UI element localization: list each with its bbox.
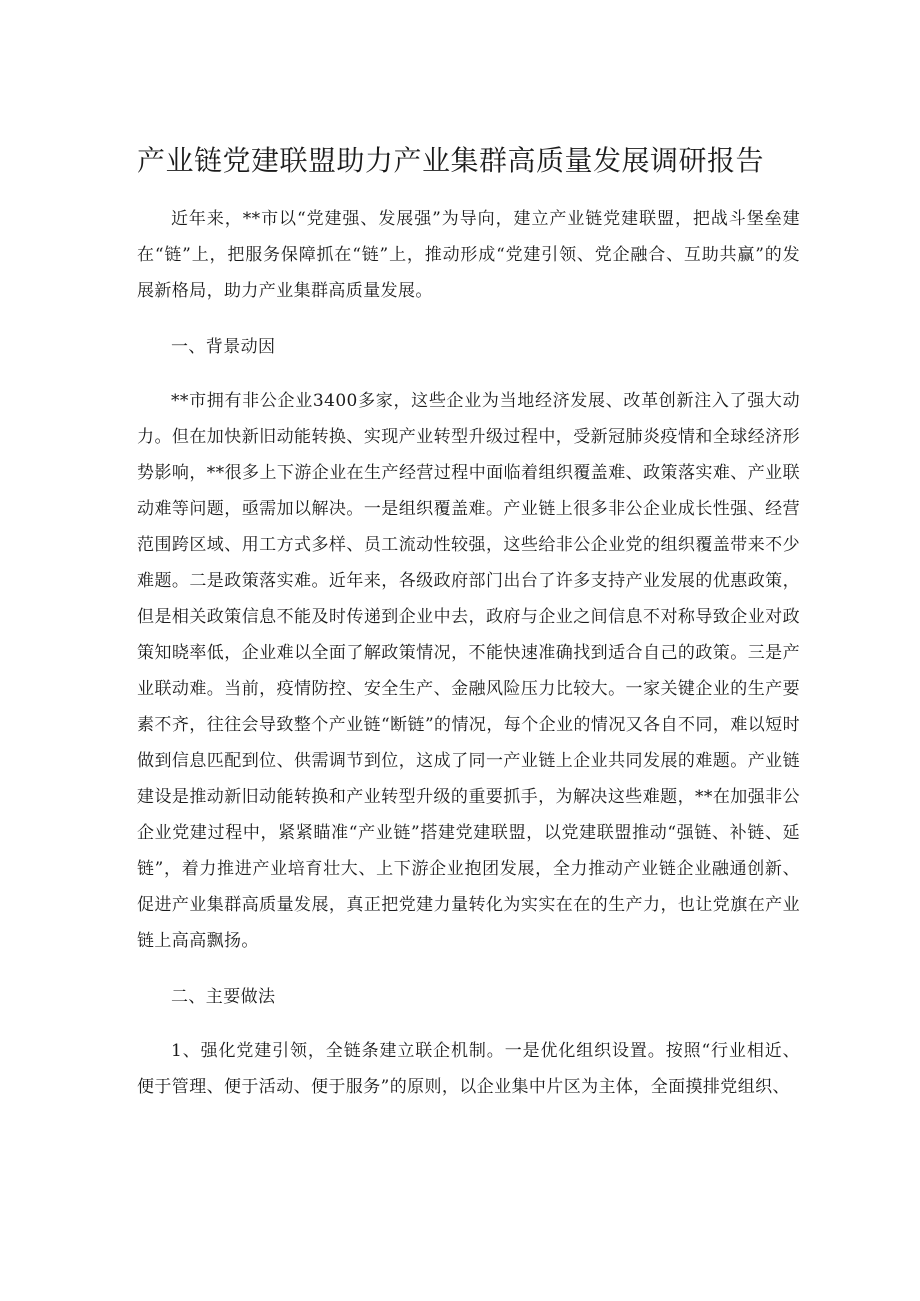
section-1-heading: 一、背景动因 <box>171 337 276 357</box>
section-2-paragraph: 1、强化党建引领，全链条建立联企机制。一是优化组织设置。按照“行业相近、便于管理、便于活动、便于服务”的原则，以企业集中片区为主体，全面摸排党组织、 <box>137 1041 800 1097</box>
spacer <box>137 1015 800 1033</box>
spacer <box>137 365 800 383</box>
document-title: 产业链党建联盟助力产业集群高质量发展调研报告 <box>137 144 765 177</box>
section-1-paragraph: **市拥有非公企业3400多家，这些企业为当地经济发展、改革创新注入了强大动力。但在加快新旧动能转换、实现产业转型升级过程中，受新冠肺炎疫情和全球经济形势影响，**很多上下游企业在生产经营过程中面临着组织覆盖难、政策落实难、产业联动难等问题，亟需加以解决。一是组织覆盖难。产业链上很多非公企业成长性强、经营范围跨区域、用工方式多样、员工流动性较强，这些给非公企业党的组织覆盖带来不少难题。二是政策落实难。近年来，各级政府部门出台了许多支持产业发展的优惠政策，但是相关政策信息不能及时传递到企业中去，政府与企业之间信息不对称导致企业对政策知晓率低，企业难以全面了解政策情况，不能快速准确找到适合自己的政策。三是产业联动难。当前，疫情防控、安全生产、金融风险压力比较大。一家关键企业的生产要素不齐，往往会导致整个产业链“断链”的情况，每个企业的情况又各自不同，难以短时做到信息匹配到位、供需调节到位，这成了同一产业链上企业共同发展的难题。产业链建设是推动新旧动能转换和产业转型升级的重要抓手，为解决这些难题，**在加强非公企业党建过程中，紧紧瞄准“产业链”搭建党建联盟，以党建联盟推动“强链、补链、延链”，着力推进产业培育壮大、上下游企业抱团发展，全力推动产业链企业融通创新、促进产业集群高质量发展，真正把党建力量转化为实实在在的生产力，也让党旗在产业链上高高飘扬。 <box>137 391 800 951</box>
section-2-heading: 二、主要做法 <box>171 987 276 1007</box>
spacer <box>137 959 800 979</box>
spacer <box>137 309 800 329</box>
document-body <box>137 201 800 1105</box>
intro-paragraph: 近年来，**市以“党建强、发展强”为导向，建立产业链党建联盟，把战斗堡垒建在“链”上，把服务保障抓在“链”上，推动形成“党建引领、党企融合、互助共赢”的发展新格局，助力产业集群高质量发展。 <box>137 209 800 301</box>
